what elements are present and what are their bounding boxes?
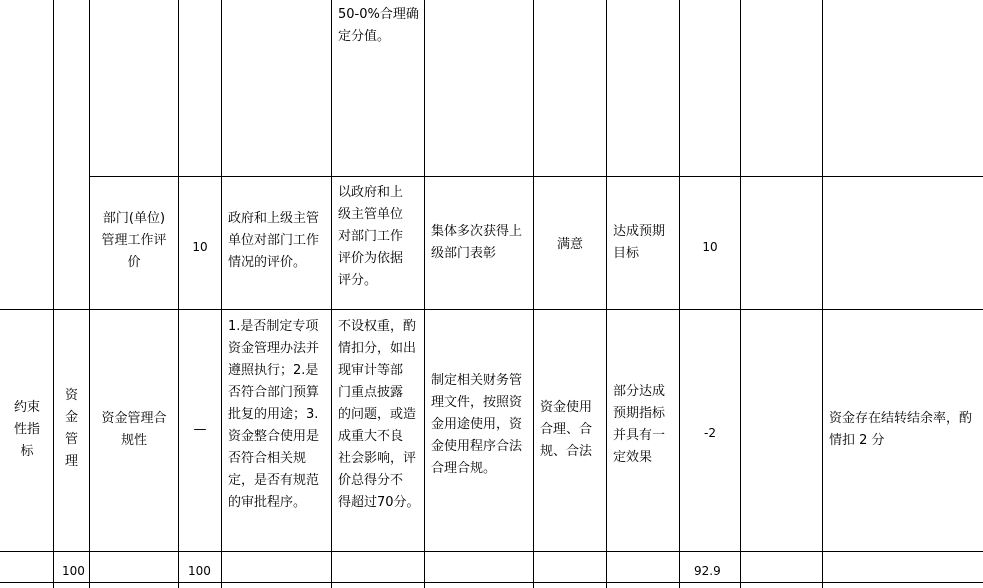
- weight-cell: 10: [192, 240, 208, 254]
- target-cell: 制定相关财务管 理文件，按照资 金用途使用，资 金使用程序合法 合理合规。: [431, 373, 523, 476]
- score-cell: -2: [704, 426, 716, 440]
- grid-line: [178, 0, 179, 588]
- achievement-cell: 部分达成 预期指标 并具有一 定效果: [613, 384, 666, 465]
- description-cell: 1.是否制定专项 资金管理办法并 遵照执行；2.是 否符合部门预算 批复的用途；3. 资金整合使用是 否符合相关规 定，是否有规范 的审批程序。: [228, 319, 320, 510]
- grid-line: [606, 0, 607, 588]
- criteria-cell: 50-0%合理确 定分值。: [338, 7, 419, 44]
- grid-line: [424, 0, 425, 588]
- grid-line: [221, 0, 222, 588]
- indicator-cell: 部门(单位) 管理工作评 价: [101, 211, 167, 270]
- grid-line: [740, 0, 741, 588]
- grid-line: [0, 309, 983, 310]
- total-score-cell: 92.9: [694, 564, 721, 578]
- actual-cell: 资金使用 合理、合 规、合法: [540, 400, 593, 459]
- weight-cell: —: [193, 422, 207, 437]
- criteria-cell: 不设权重，酌 情扣分，如出 现审计等部 门重点披露 的问题，或造 成重大不良 社会影响，评 价总得分不 得超过70分。: [338, 319, 420, 510]
- grid-line: [0, 582, 983, 583]
- achievement-cell: 达成预期 目标: [613, 224, 666, 261]
- level1-indicator-cell: 约束 性指 标: [13, 400, 40, 459]
- description-cell: 政府和上级主管 单位对部门工作 情况的评价。: [228, 211, 320, 270]
- actual-cell: 满意: [556, 237, 583, 252]
- total-weight-cell: 100: [188, 564, 211, 578]
- level2-indicator-cell: 资 金 管 理: [64, 388, 78, 469]
- indicator-cell: 资金管理合 规性: [101, 411, 167, 448]
- grid-line: [0, 551, 983, 552]
- grid-line: [89, 0, 90, 588]
- total-level2-cell: 100: [62, 564, 85, 578]
- grid-line: [53, 0, 54, 588]
- criteria-cell: 以政府和上 级主管单位 对部门工作 评价为依据 评分。: [338, 185, 404, 288]
- grid-line: [822, 0, 823, 588]
- grid-line: [533, 0, 534, 588]
- note-cell: 资金存在结转结余率，酌 情扣 2 分: [829, 411, 973, 448]
- grid-line: [89, 176, 983, 177]
- target-cell: 集体多次获得上 级部门表彰: [431, 224, 523, 261]
- score-cell: 10: [702, 240, 718, 254]
- grid-line: [331, 0, 332, 588]
- grid-line: [679, 0, 680, 588]
